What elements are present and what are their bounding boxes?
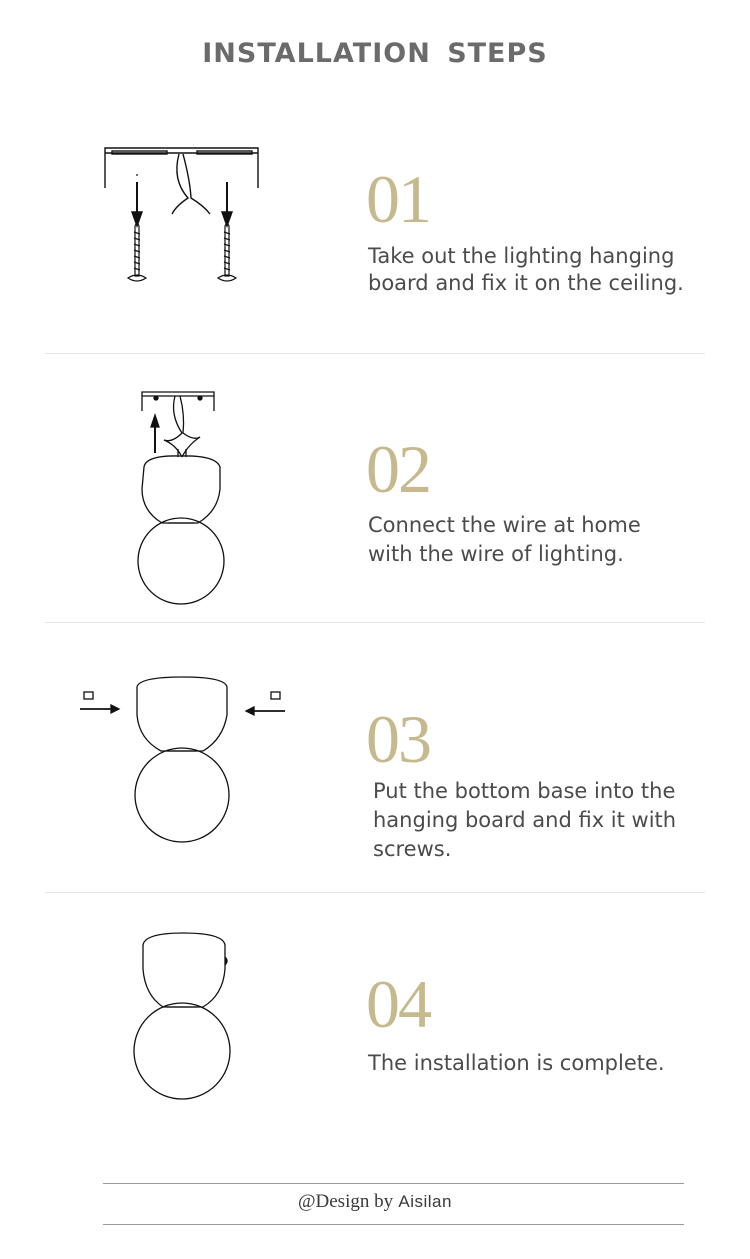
footer-design: Design by [315,1191,394,1212]
step-4-description: The installation is complete. [368,1051,665,1075]
footer-brand: Aisilan [398,1192,452,1211]
divider [45,892,705,893]
step-2-illustration [130,385,230,610]
step-3-illustration [75,675,295,845]
divider [45,353,705,354]
step-3-description: Put the bottom base into the hanging board and fix it with screws. [373,779,677,861]
footer-prefix: @ [298,1191,316,1212]
step-4-number: 04 [366,966,430,1042]
step-1-number: 01 [366,161,430,237]
step-1-description: Take out the lighting hanging board and fix it on the ceiling. [368,244,684,295]
step-4-illustration [125,925,240,1105]
step-3-number: 03 [366,701,430,777]
footer-credit [0,1191,750,1213]
page-title: INSTALLATION STEPS [202,38,548,69]
footer-top-line [103,1183,684,1184]
divider [45,622,705,623]
step-2-description: Connect the wire at home with the wire of lighting. [368,513,641,566]
footer-bottom-line [103,1224,684,1225]
step-2-number: 02 [366,431,430,507]
step-1-illustration [100,140,265,290]
